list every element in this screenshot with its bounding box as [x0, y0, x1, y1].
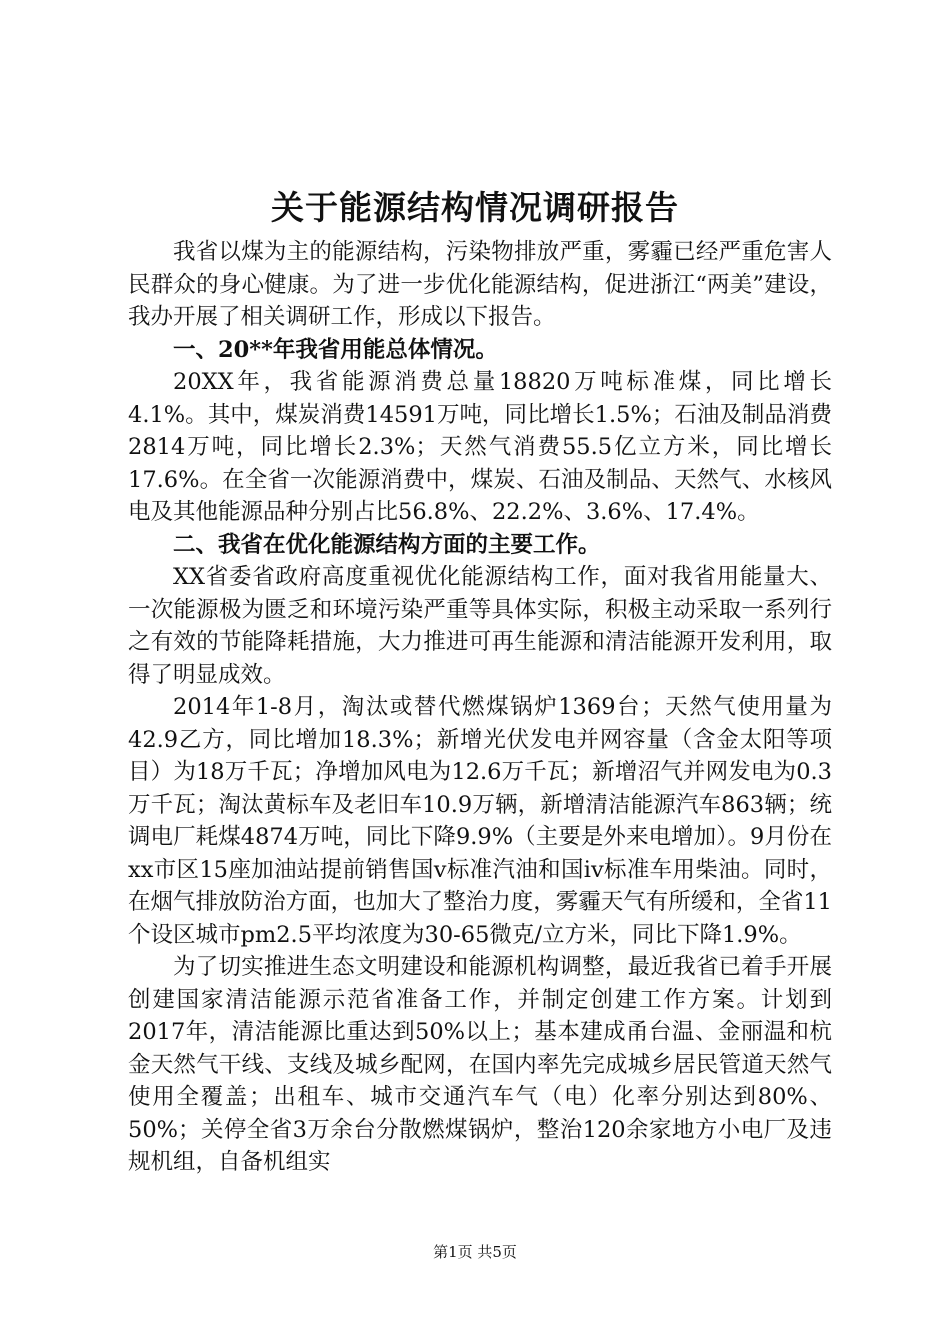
document-title: 关于能源结构情况调研报告 — [271, 188, 679, 227]
page-number-footer: 第1页 共5页 — [433, 1243, 517, 1261]
paragraph-intro: 我省以煤为主的能源结构，污染物排放严重，雾霾已经严重危害人民群众的身心健康。为了进一步优化能源结构，促进浙江“两美”建设，我办开展了相关调研工作，形成以下报告。 — [128, 239, 832, 330]
paragraph-government-work: XX省委省政府高度重视优化能源结构工作，面对我省用能量大、一次能源极为匮乏和环境污染严重等具体实际，积极主动采取一系列行之有效的节能降耗措施，大力推进可再生能源和清洁能源开发利用，取得了明显成效。 — [128, 564, 832, 688]
section-heading-1: 一、20**年我省用能总体情况。 — [173, 336, 498, 363]
paragraph-energy-consumption: 20XX年，我省能源消费总量18820万吨标准煤，同比增长4.1%。其中，煤炭消费14591万吨，同比增长1.5%；石油及制品消费2814万吨，同比增长2.3%；天然气消费55.5亿立方米，同比增长17.6%。在全省一次能源消费中，煤炭、石油及制品、天然气、水核风电及其他能源品种分别占比56.8%、22.2%、3.6%、17.4%。 — [128, 369, 832, 525]
document-body — [128, 236, 832, 1179]
paragraph-2014-results: 2014年1-8月，淘汰或替代燃煤锅炉1369台；天然气使用量为42.9乙方，同比增加18.3%；新增光伏发电并网容量（含金太阳等项目）为18万千瓦；净增加风电为12.6万千瓦；新增沼气并网发电为0.3万千瓦；淘汰黄标车及老旧车10.9万辆，新增清洁能源汽车863辆；统调电厂耗煤4874万吨，同比下降9.9%（主要是外来电增加）。9月份在xx市区15座加油站提前销售国v标准汽油和国iv标准车用柴油。同时，在烟气排放防治方面，也加大了整治力度，雾霾天气有所缓和，全省11个设区城市pm2.5平均浓度为30-65微克/立方米，同比下降1.9%。 — [128, 694, 832, 948]
section-heading-2: 二、我省在优化能源结构方面的主要工作。 — [173, 531, 601, 558]
paragraph-clean-energy-plan: 为了切实推进生态文明建设和能源机构调整，最近我省已着手开展创建国家清洁能源示范省准备工作，并制定创建工作方案。计划到2017年，清洁能源比重达到50%以上；基本建成甬台温、金丽温和杭金天然气干线、支线及城乡配网，在国内率先完成城乡居民管道天然气使用全覆盖；出租车、城市交通汽车气（电）化率分别达到80%、50%；关停全省3万余台分散燃煤锅炉，整治120余家地方小电厂及违规机组，自备机组实 — [128, 954, 832, 1175]
